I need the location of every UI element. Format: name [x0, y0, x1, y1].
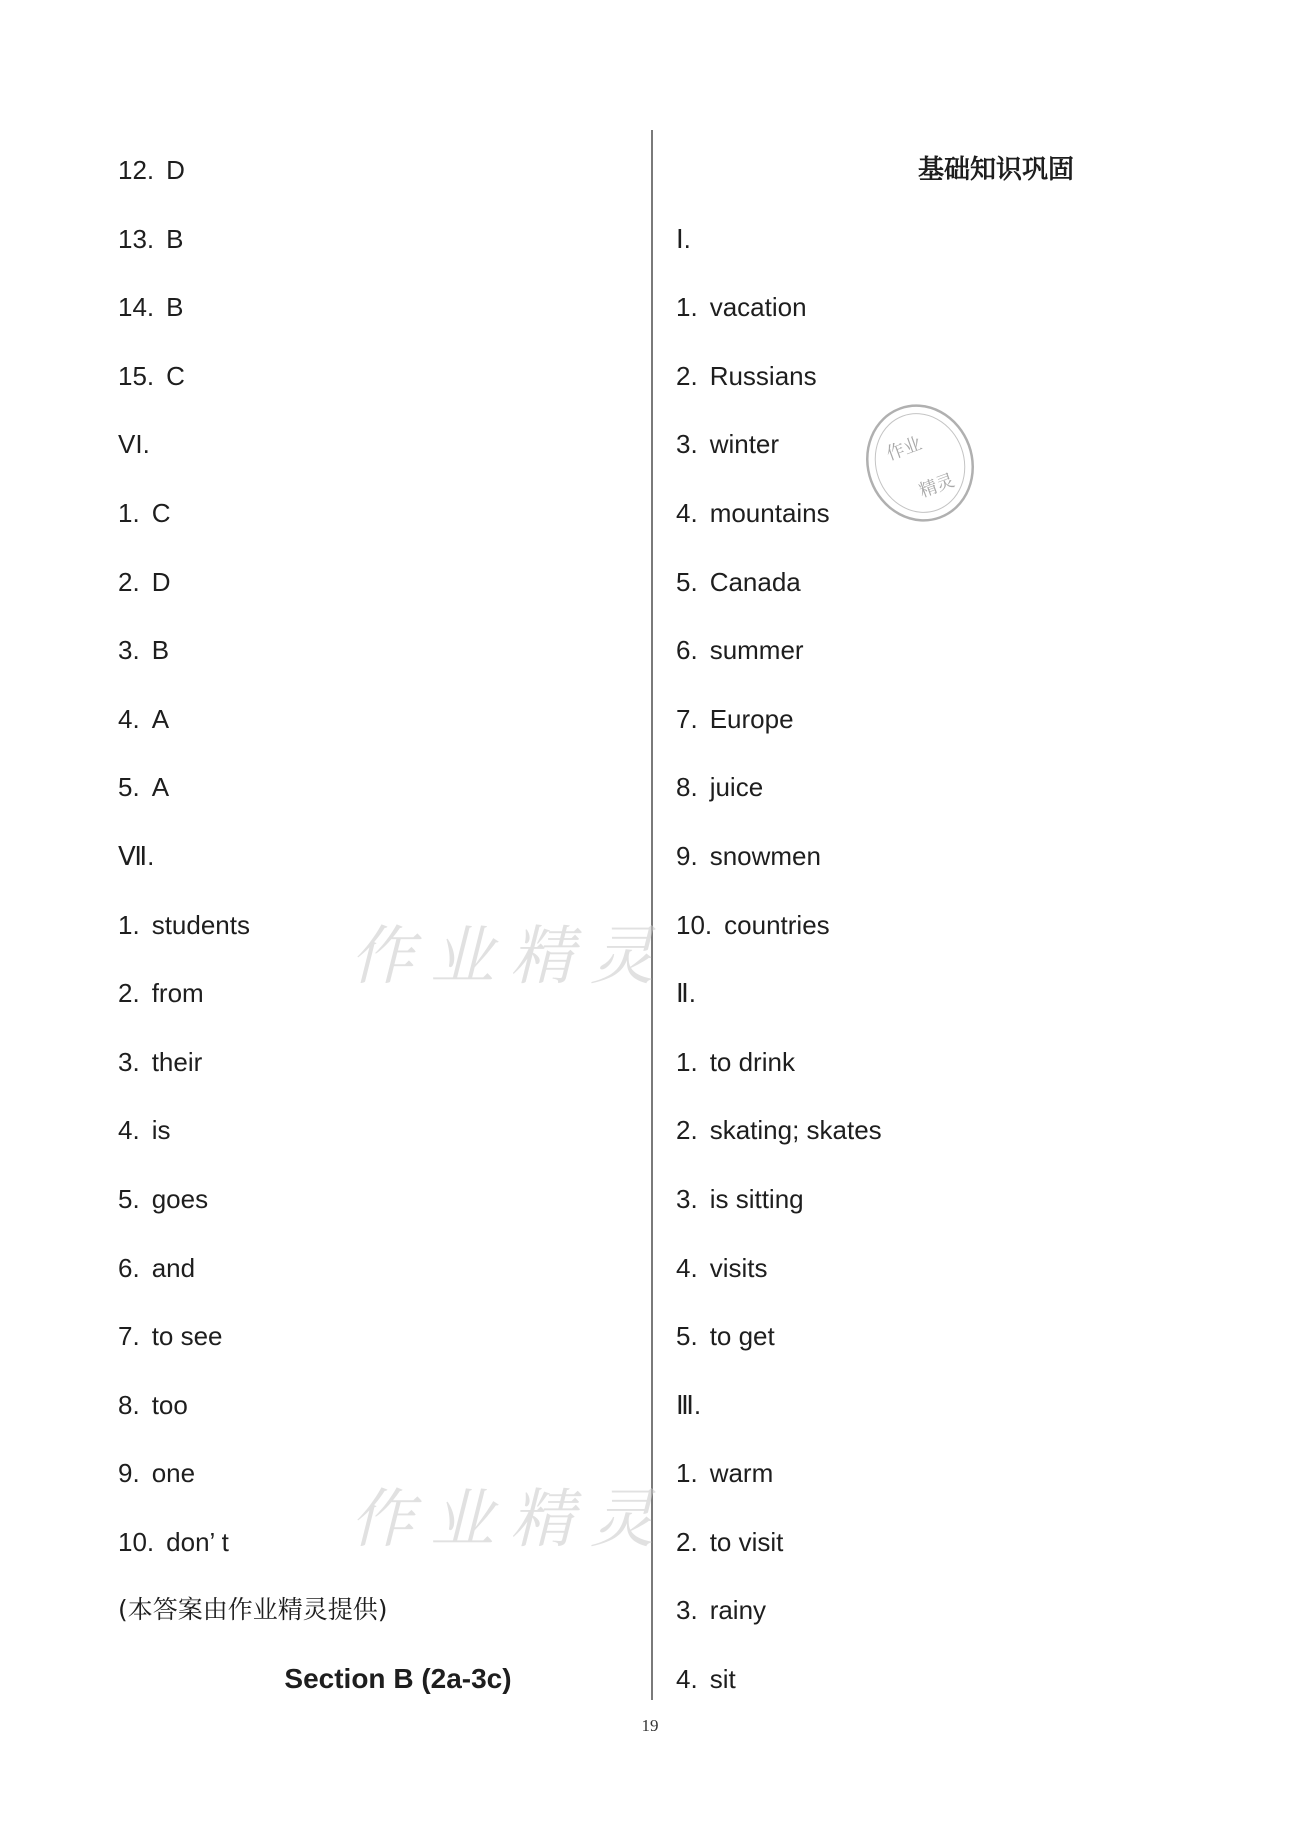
part-heading [676, 973, 1196, 1042]
answer-number: 15. [118, 360, 155, 391]
answer-item [118, 1316, 638, 1385]
answer-number: 4. [676, 1252, 698, 1283]
answer-number: 2. [118, 978, 140, 1009]
answer-text: winter [709, 429, 780, 460]
answer-number: 3. [118, 635, 140, 666]
answer-number: 10. [118, 1526, 155, 1557]
section-heading: Section B (2a-3c) [284, 1663, 512, 1695]
answer-item [118, 562, 638, 631]
answer-number: 13. [118, 223, 155, 254]
answer-text: countries [724, 909, 830, 940]
answer-text: their [151, 1046, 203, 1077]
part-heading [118, 836, 638, 905]
answer-text: juice [709, 772, 764, 803]
part-label: Ⅰ. [676, 223, 691, 254]
answer-item [118, 356, 638, 425]
answer-number: 3. [676, 429, 698, 460]
answer-item [676, 630, 1196, 699]
answer-number: 8. [118, 1389, 140, 1420]
answer-text: Russians [709, 360, 817, 391]
answer-item [676, 699, 1196, 768]
answer-text: Europe [709, 703, 794, 734]
answer-text: D [166, 155, 185, 185]
answer-item [676, 1110, 1196, 1179]
answer-item [118, 767, 638, 836]
answer-number: 1. [118, 497, 140, 528]
answer-text: A [151, 772, 170, 803]
answer-number: 2. [676, 1526, 698, 1557]
answer-text: rainy [709, 1595, 767, 1626]
answer-item [118, 1179, 638, 1248]
answer-item [118, 1248, 638, 1317]
answer-item [118, 630, 638, 699]
answer-number: 7. [118, 1321, 140, 1352]
answer-text: from [151, 978, 204, 1009]
answer-item [118, 219, 638, 288]
part-heading [118, 424, 638, 493]
left-answer-list [118, 150, 638, 1590]
right-heading: 基础知识巩固 [917, 155, 1074, 185]
answer-number: 5. [676, 566, 698, 597]
answer-number: 8. [676, 772, 698, 803]
answer-text: visits [709, 1252, 768, 1283]
page-number: 19 [641, 1716, 659, 1735]
answer-number: 5. [676, 1321, 698, 1352]
answer-text: mountains [709, 497, 830, 528]
answer-text: D [151, 566, 171, 597]
answer-number: 10. [676, 909, 713, 940]
part-label: Ⅱ. [676, 978, 697, 1009]
answer-number: 4. [118, 1115, 140, 1146]
answer-number: 9. [676, 840, 698, 871]
answer-text: C [166, 360, 185, 391]
answer-item [676, 562, 1196, 631]
answer-text: snowmen [709, 840, 821, 871]
answer-item [676, 1316, 1196, 1385]
answer-number: 2. [676, 360, 698, 391]
answer-text: and [151, 1252, 196, 1283]
part-heading [676, 1385, 1196, 1454]
answer-number: 6. [676, 635, 698, 666]
answer-text: is [151, 1115, 171, 1146]
answer-number: 2. [676, 1115, 698, 1146]
answer-text: B [166, 292, 184, 323]
answer-text: A [151, 703, 170, 734]
answer-number: 7. [676, 703, 698, 734]
answer-item [676, 1453, 1196, 1522]
answer-number: 5. [118, 1183, 140, 1214]
answer-text: to visit [709, 1526, 784, 1557]
part-heading [676, 219, 1196, 288]
answer-number: 14. [118, 292, 155, 323]
answer-text: one [151, 1458, 196, 1489]
answer-text: C [151, 497, 171, 528]
answer-text: B [151, 635, 170, 666]
answer-number: 2. [118, 566, 140, 597]
answer-number: 1. [118, 909, 140, 940]
answer-number: 1. [676, 292, 698, 323]
answer-item [676, 767, 1196, 836]
answer-number: 3. [118, 1046, 140, 1077]
answer-number: 3. [676, 1183, 698, 1214]
answer-number: 6. [118, 1252, 140, 1283]
answer-number: 3. [676, 1595, 698, 1626]
answer-number: 4. [676, 1664, 698, 1695]
watermark: 作业精灵 [350, 920, 670, 994]
svg-text:精灵: 精灵 [916, 470, 958, 503]
answer-text: to get [709, 1321, 775, 1352]
answer-item [118, 1385, 638, 1454]
answer-number: 9. [118, 1458, 140, 1489]
answer-text: students [151, 909, 250, 940]
answer-text: don’ t [166, 1526, 229, 1557]
part-label: Ⅲ. [676, 1389, 702, 1420]
svg-text:作业: 作业 [883, 433, 925, 466]
answer-item [676, 836, 1196, 905]
part-label: Ⅶ. [118, 840, 155, 871]
answer-item [118, 699, 638, 768]
answer-text: vacation [709, 292, 807, 323]
answer-number: 4. [676, 497, 698, 528]
answer-text: warm [709, 1458, 774, 1489]
answer-text: sit [709, 1664, 736, 1695]
answer-number: 1. [676, 1458, 698, 1489]
answer-item [118, 1042, 638, 1111]
answer-text: Canada [709, 566, 801, 597]
answer-number: 12. [118, 155, 155, 185]
answer-item [676, 287, 1196, 356]
answer-text: is sitting [709, 1183, 804, 1214]
answer-number: 4. [118, 703, 140, 734]
answer-text: summer [709, 635, 804, 666]
answer-item [118, 150, 638, 219]
answer-item [676, 905, 1196, 974]
answer-text: to see [151, 1321, 223, 1352]
answer-text: to drink [709, 1046, 795, 1077]
answer-item [676, 1179, 1196, 1248]
answer-item [118, 1110, 638, 1179]
answer-item [118, 287, 638, 356]
answer-item [676, 1248, 1196, 1317]
answer-item [118, 493, 638, 562]
answer-text: skating; skates [709, 1115, 882, 1146]
answer-number: 5. [118, 772, 140, 803]
answer-text: goes [151, 1183, 209, 1214]
answer-text: B [166, 223, 184, 254]
attribution-note: (本答案由作业精灵提供) [118, 1595, 388, 1625]
answer-text: too [151, 1389, 188, 1420]
answer-item [676, 1522, 1196, 1591]
part-label: VI. [118, 429, 150, 460]
right-column [676, 150, 1196, 1728]
stamp-seal-icon [860, 398, 980, 528]
answer-item [676, 1590, 1196, 1659]
answer-number: 1. [676, 1046, 698, 1077]
answer-item [676, 1042, 1196, 1111]
watermark: 作业精灵 [350, 1483, 670, 1557]
